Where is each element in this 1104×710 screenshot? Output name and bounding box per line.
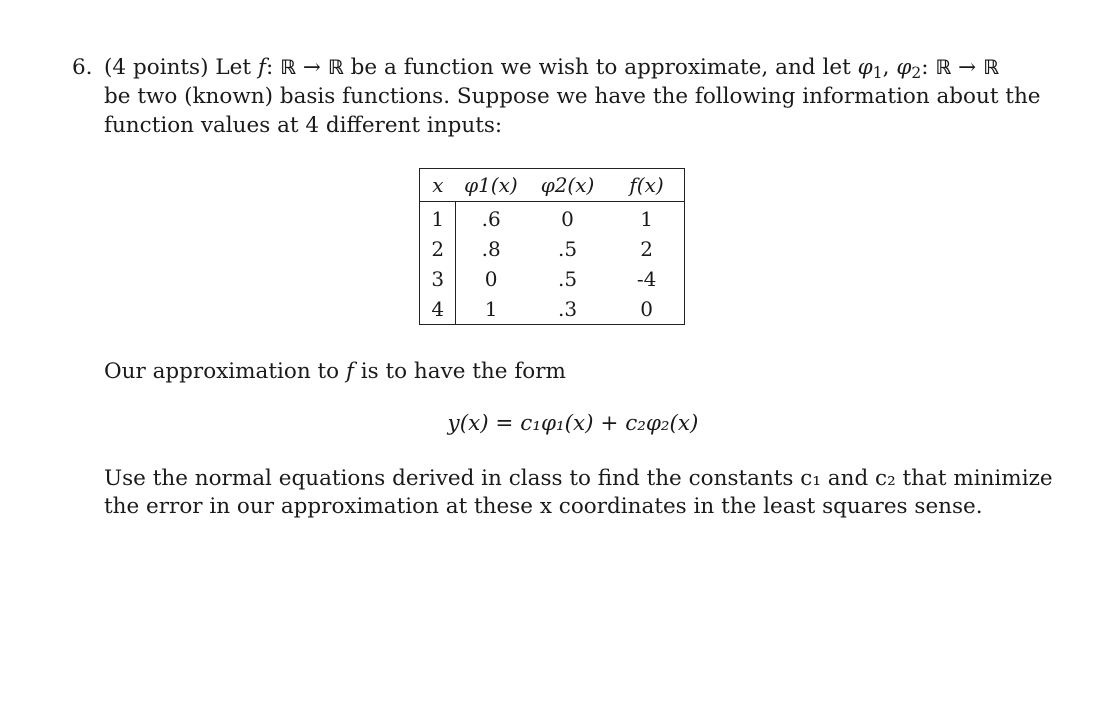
cell-x: 4 (420, 294, 456, 325)
math-colon: : (265, 55, 274, 80)
form-sentence (104, 357, 566, 386)
cell-phi1: 0 (484, 267, 498, 291)
intro-word: Let (215, 55, 252, 80)
cell-f: 2 (640, 237, 653, 261)
header-f: f(x) (629, 173, 664, 197)
math-f: f (345, 359, 354, 384)
math-arrow: → (302, 55, 321, 80)
cell-phi2: 0 (561, 207, 574, 231)
cell-phi2: .5 (557, 267, 578, 291)
cell-phi2: .5 (557, 237, 578, 261)
cell-x: 2 (420, 234, 456, 264)
math-phi1: $\varphi_1$, (857, 55, 890, 82)
cell-phi1: .6 (481, 207, 501, 231)
form-text-b: is to have the form (360, 359, 566, 384)
table-row (420, 202, 685, 235)
intro-line-1 (104, 53, 999, 82)
math-reals: ℝ (935, 56, 952, 79)
intro-line-3: function values at 4 different inputs: (104, 113, 503, 138)
math-reals: ℝ (983, 56, 999, 79)
equation-text: y(x) = c₁φ₁(x) + c₂φ₂(x) (447, 411, 699, 436)
form-text-a: Our approximation to (104, 359, 340, 384)
intro-line-2: be two (known) basis functions. Suppose we have the following information about the (104, 84, 1041, 109)
cell-f: -4 (636, 267, 657, 291)
math-reals: ℝ (327, 56, 344, 79)
cell-f: 0 (640, 297, 653, 321)
cell-f: 1 (640, 207, 653, 231)
math-reals: ℝ (280, 56, 296, 79)
table-header-row (420, 169, 685, 202)
approximation-equation (0, 409, 1104, 438)
cell-phi1: .8 (481, 237, 501, 261)
header-x: x (432, 173, 444, 197)
table-row (420, 264, 685, 294)
cell-x: 1 (420, 202, 456, 235)
closing-line-2: the error in our approximation at these x coordinates in the least squares sense. (104, 494, 983, 519)
cell-x: 3 (420, 264, 456, 294)
header-phi2: φ2(x) (540, 173, 595, 197)
problem-number: 6. (72, 55, 93, 80)
points-label: (4 points) (104, 55, 209, 80)
closing-line-1: Use the normal equations derived in class to find the constants c₁ and c₂ that minimize (104, 466, 1053, 491)
math-phi2: $\varphi_2$: (896, 55, 929, 82)
cell-phi1: 1 (484, 297, 498, 321)
function-values-table (419, 168, 685, 325)
math-f: f (257, 55, 266, 80)
table-row (420, 294, 685, 325)
header-phi1: φ1(x) (464, 173, 518, 197)
intro-text: be a function we wish to approximate, and let (350, 55, 851, 80)
math-arrow: → (958, 55, 977, 80)
cell-phi2: .3 (557, 297, 578, 321)
table-row (420, 234, 685, 264)
